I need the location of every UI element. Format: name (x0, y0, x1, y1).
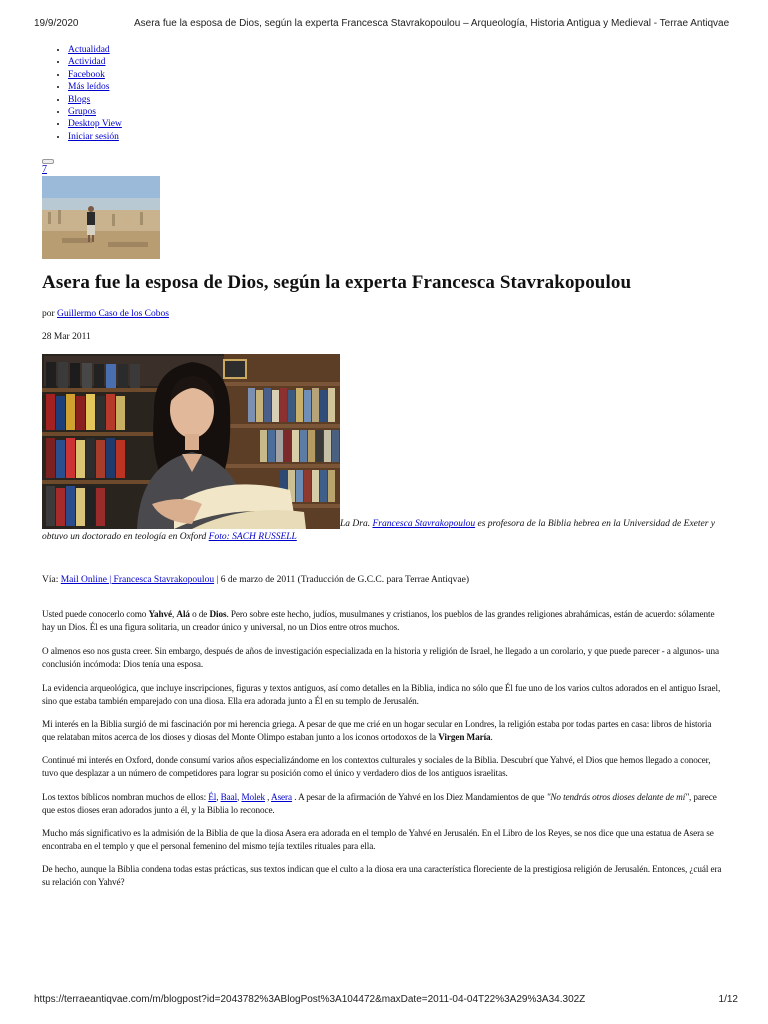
p1-bold-dios: Dios (209, 609, 227, 619)
source-link[interactable]: Mail Online | Francesca Stavrakopoulou (60, 575, 215, 585)
p4-bold-virgen: Virgen María (438, 732, 491, 742)
nav-menu (44, 44, 122, 143)
article-photo (42, 354, 340, 529)
paragraph-5: Continué mi interés en Oxford, donde consumí varios años especializándome en los contextos culturales y sociales de la Biblia. Descubrí que Yahvé, el Dios que hemos llegado a conocer, tuvo que desplazar a un número de competidores para lograr su posición como el único y verdadero dios de los antiguos israelitas. (42, 755, 711, 778)
paragraph-6: Los textos bíblicos nombran muchos de ellos: Él, Baal, Molek , Asera . A pesar de la afirmación de Yahvé en los Diez Mandamientos de que "No tendrás otros dioses delante de mí", parece que estos dioses eran adorados junto a él, y la Biblia lo reconoce. (42, 792, 717, 815)
nav-link-facebook[interactable]: Facebook (68, 69, 105, 80)
print-footer (34, 994, 738, 1005)
nav-link-blogs[interactable]: Blogs (68, 94, 91, 105)
nav-item-desktop-view (68, 118, 122, 130)
paragraph-7: Mucho más significativo es la admisión de la Biblia de que la diosa Asera era adorada en el templo de Yahvé en Jerusalén. En el Libro de los Reyes, se nos dice que una estatua de Asera se encontraba en el templo y que el personal femenino del mismo tejía textiles rituales para ella. (42, 828, 714, 851)
paragraph-4 (42, 718, 724, 744)
print-date: 19/9/2020 (34, 18, 79, 29)
nav-item-actividad (68, 56, 122, 68)
author-thumbnail-image[interactable] (42, 176, 160, 259)
nav-item-facebook (68, 69, 122, 81)
byline (42, 309, 169, 319)
article-title: Asera fue la esposa de Dios, según la experta Francesca Stavrakopoulou (42, 272, 632, 293)
paragraph-2: O almenos eso nos gusta creer. Sin embargo, después de años de investigación especializada en la historia y religión de Israel, he llegado a un corolario, y que puede parecer - a algunos- una conclusión incómoda: Dios tenía una esposa. (42, 646, 719, 669)
p6-text-c: , parece que estos dioses eran adorados junto a él, y la Biblia lo reconoce. (42, 792, 717, 815)
nav-item-blogs (68, 94, 122, 106)
via-prefix: Vía: (42, 575, 59, 585)
byline-prefix: por (42, 309, 55, 319)
p1-bold-ala: Alá (176, 609, 190, 619)
caption-author-link[interactable]: Francesca Stavrakopoulou (372, 519, 476, 529)
p1-text-a: Usted puede conocerlo como (42, 609, 147, 619)
nav-item-iniciar-sesion (68, 131, 122, 143)
author-link[interactable]: Guillermo Caso de los Cobos (57, 309, 169, 319)
caption-text: es profesora de la Biblia hebrea en la Universidad de Exeter y obtuvo un doctorado en teología en Oxford (42, 519, 716, 542)
nav-link-mas-leidos[interactable]: Más leídos (68, 82, 110, 93)
p4-text-a: Mi interés en la Biblia surgió de mi fascinación por mi herencia griega. A pesar de que me crié en un hogar secular en Londres, la religión estaba por todas partes en casa: libros de historia que relataban mitos acerca de los dioses y diosas del Monte Olimpo estaban junto a los iconos ortodoxos de la (42, 719, 712, 742)
nav-link-actividad[interactable]: Actividad (68, 57, 106, 68)
nav-item-grupos (68, 106, 122, 118)
print-page-title: Asera fue la esposa de Dios, según la experta Francesca Stavrakopoulou – Arqueología, Historia Antigua y Medieval - Terrae Antiqvae (134, 18, 730, 29)
count-link[interactable]: 7 (42, 164, 47, 175)
p6-text-a: Los textos bíblicos nombran muchos de ellos: (42, 792, 207, 802)
nav-link-actualidad[interactable]: Actualidad (68, 45, 110, 55)
photo-caption (42, 518, 722, 544)
photo-credit-link[interactable]: Foto: SACH RUSSELL (208, 532, 297, 542)
nav-item-actualidad (68, 44, 122, 56)
p4-text-c: . (490, 732, 493, 742)
p6-quote: "No tendrás otros dioses delante de mí" (546, 792, 689, 802)
page-number: 1/12 (718, 994, 738, 1005)
link-molek[interactable]: Molek (241, 792, 265, 802)
paragraph-1 (42, 608, 724, 634)
paragraph-3: La evidencia arqueológica, que incluye inscripciones, figuras y textos antiguos, así como detalles en la Biblia, indica no sólo que Él fue uno de los varios cultos adorados en el antiguo Israel, sino que estaba también emparejado con una diosa. Ella era adorada junto a Él en su templo de Jerusalén. (42, 683, 721, 706)
publish-date: 28 Mar 2011 (42, 332, 91, 342)
link-asera[interactable]: Asera (271, 792, 292, 802)
via-suffix: | 6 de marzo de 2011 (Traducción de G.C.C. para Terrae Antiqvae) (216, 575, 470, 585)
p1-text-e: . Pero sobre este hecho, judíos, musulmanes y cristianos, los pueblos de las grandes religiones abrahámicas, están de acuerdo: sólamente hay un Dios. Él es una figura solitaria, un creador único y universal, no un Dios entre otros muchos. (42, 609, 715, 632)
nav-link-grupos[interactable]: Grupos (68, 107, 96, 118)
caption-prefix: La Dra. (340, 519, 371, 529)
link-baal[interactable]: Baal (220, 792, 238, 802)
nav-link-desktop-view[interactable]: Desktop View (68, 119, 122, 130)
link-el[interactable]: Él (208, 792, 217, 802)
p1-text-d: o de (192, 609, 208, 619)
source-line (42, 575, 469, 585)
paragraph-8: De hecho, aunque la Biblia condena todas estas prácticas, sus textos indican que el culto a la diosa era una característica floreciente de la prestigiosa religión de Jerusalén. Entonces, ¿cuál era su relación con Yahvé? (42, 864, 722, 887)
nav-link-iniciar-sesion[interactable]: Iniciar sesión (68, 131, 119, 142)
p1-bold-yahve: Yahvé (148, 609, 172, 619)
nav-item-mas-leidos (68, 81, 122, 93)
p6-text-b: . A pesar de la afirmación de Yahvé en los Diez Mandamientos de que (294, 792, 545, 802)
p1-text-comma: , (172, 609, 175, 619)
print-url: https://terraeantiqvae.com/m/blogpost?id=2043782%3ABlogPost%3A104472&maxDate=2011-04-04T22%3A29%3A34.302Z (34, 994, 586, 1005)
